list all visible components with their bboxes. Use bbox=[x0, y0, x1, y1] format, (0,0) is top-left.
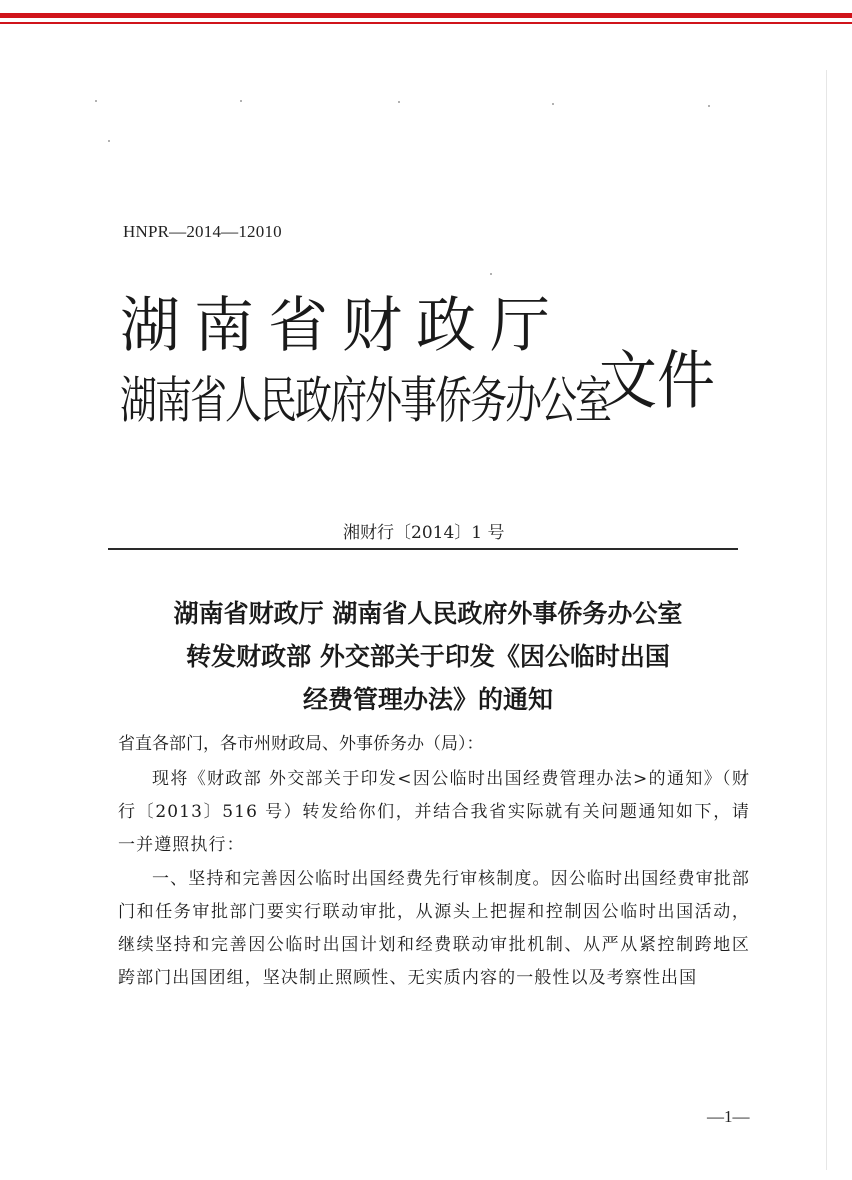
header-rule-thin bbox=[0, 22, 852, 24]
document-number: 湘财行〔2014〕1 号 bbox=[343, 523, 505, 543]
body-paragraph: 一、坚持和完善因公临时出国经费先行审核制度。因公临时出国经费审批部门和任务审批部门要实行联动审批，从源头上把握和控制因公临时出国活动，继续坚持和完善因公临时出国计划和经费联动审批机制、从严从紧控制跨地区跨部门出国团组，坚决制止照顾性、无实质内容的一般性以及考察性出国 bbox=[118, 868, 750, 989]
issuer-name-primary: 湖南省财政厅 bbox=[120, 291, 564, 361]
body-paragraph: 现将《财政部 外交部关于印发<因公临时出国经费管理办法>的通知》（财行〔2013〕516 号）转发给你们，并结合我省实际就有关问题通知如下，请一并遵照执行： bbox=[118, 769, 750, 856]
issuer-name-secondary: 湖南省人民政府外事侨务办公室 bbox=[120, 371, 610, 430]
document-body bbox=[118, 763, 750, 995]
scan-speck bbox=[108, 140, 110, 142]
scan-speck bbox=[240, 100, 242, 102]
scan-speck bbox=[490, 273, 492, 275]
salutation: 省直各部门，各市州财政局、外事侨务办（局）： bbox=[118, 734, 484, 754]
header-rule-thick bbox=[0, 13, 852, 18]
scan-speck bbox=[95, 100, 97, 102]
page-edge bbox=[826, 70, 827, 1170]
document-code: HNPR—2014—12010 bbox=[123, 222, 282, 241]
title-line: 转发财政部 外交部关于印发《因公临时出国 bbox=[186, 642, 670, 671]
scan-speck bbox=[398, 101, 400, 103]
scan-speck bbox=[552, 103, 554, 105]
page-number: —1— bbox=[707, 1107, 750, 1126]
title-line: 经费管理办法》的通知 bbox=[302, 685, 553, 714]
document-title bbox=[108, 592, 748, 721]
title-line: 湖南省财政厅 湖南省人民政府外事侨务办公室 bbox=[173, 599, 683, 628]
document-type-label: 文件 bbox=[599, 343, 716, 418]
scan-speck bbox=[708, 105, 710, 107]
header-divider bbox=[108, 548, 738, 550]
